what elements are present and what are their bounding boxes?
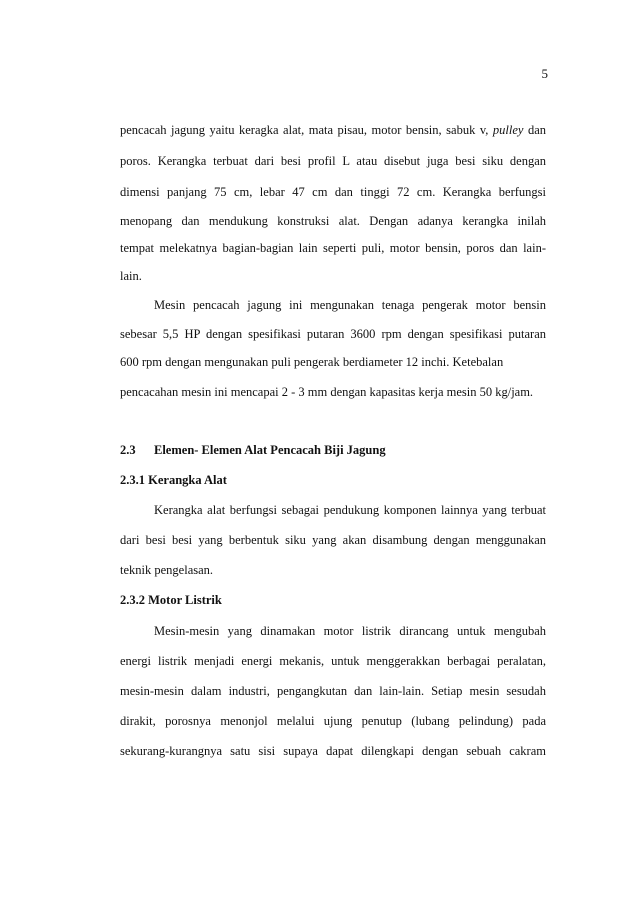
paragraph-1-line-2: poros. Kerangka terbuat dari besi profil L atau disebut juga besi siku dengan bbox=[120, 154, 546, 168]
section-2-3-heading bbox=[120, 442, 386, 458]
section-2-3-number: 2.3 bbox=[120, 443, 136, 457]
section-2-3-2-heading bbox=[120, 592, 222, 608]
section-2-3-1-number: 2.3.1 bbox=[120, 473, 145, 487]
paragraph-4-line-4: dirakit, porosnya menonjol melalui ujung penutup (lubang pelindung) pada bbox=[120, 714, 546, 728]
paragraph-4-line-3: mesin-mesin dalam industri, pengangkutan dan lain-lain. Setiap mesin sesudah bbox=[120, 684, 546, 698]
paragraph-1-line-4: menopang dan mendukung konstruksi alat. Dengan adanya kerangka inilah bbox=[120, 214, 546, 228]
paragraph-1-line-6: lain. bbox=[120, 269, 142, 283]
pulley-term: pulley bbox=[492, 123, 524, 137]
section-2-3-2-title: Motor Listrik bbox=[148, 593, 222, 607]
paragraph-3-line-3: teknik pengelasan. bbox=[120, 563, 214, 577]
section-2-3-1-heading bbox=[120, 472, 227, 488]
paragraph-1-line-1 bbox=[120, 122, 546, 138]
paragraph-4-line-1: Mesin-mesin yang dinamakan motor listrik dirancang untuk mengubah bbox=[154, 624, 546, 638]
paragraph-2-line-2: sebesar 5,5 HP dengan spesifikasi putaran 3600 rpm dengan spesifikasi putaran bbox=[120, 327, 546, 341]
paragraph-2-line-1: Mesin pencacah jagung ini mengunakan tenaga pengerak motor bensin bbox=[154, 298, 546, 312]
section-2-3-2-number: 2.3.2 bbox=[120, 593, 145, 607]
page-number: 5 bbox=[541, 66, 548, 81]
paragraph-1-line-3: dimensi panjang 75 cm, lebar 47 cm dan tinggi 72 cm. Kerangka berfungsi bbox=[120, 185, 546, 199]
paragraph-4-line-2: energi listrik menjadi energi mekanis, untuk menggerakkan berbagai peralatan, bbox=[120, 654, 546, 668]
paragraph-1-line-1-text: pencacah jagung yaitu keragka alat, mata pisau, motor bensin, sabuk v, bbox=[120, 123, 493, 137]
paragraph-1-line-1-tail: dan bbox=[523, 123, 546, 137]
paragraph-2-line-4: pencacahan mesin ini mencapai 2 - 3 mm dengan kapasitas kerja mesin 50 kg/jam. bbox=[120, 385, 534, 399]
section-2-3-title: Elemen- Elemen Alat Pencacah Biji Jagung bbox=[154, 443, 386, 457]
paragraph-3-line-1: Kerangka alat berfungsi sebagai pendukung komponen lainnya yang terbuat bbox=[154, 503, 546, 517]
paragraph-2-line-3: 600 rpm dengan mengunakan puli pengerak berdiameter 12 inchi. Ketebalan bbox=[120, 355, 504, 369]
paragraph-4-line-5: sekurang-kurangnya satu sisi supaya dapat dilengkapi dengan sebuah cakram bbox=[120, 744, 546, 758]
section-2-3-1-title: Kerangka Alat bbox=[148, 473, 227, 487]
paragraph-3-line-2: dari besi besi yang berbentuk siku yang akan disambung dengan menggunakan bbox=[120, 533, 546, 547]
paragraph-1-line-5: tempat melekatnya bagian-bagian lain seperti puli, motor bensin, poros dan lain- bbox=[120, 241, 546, 255]
